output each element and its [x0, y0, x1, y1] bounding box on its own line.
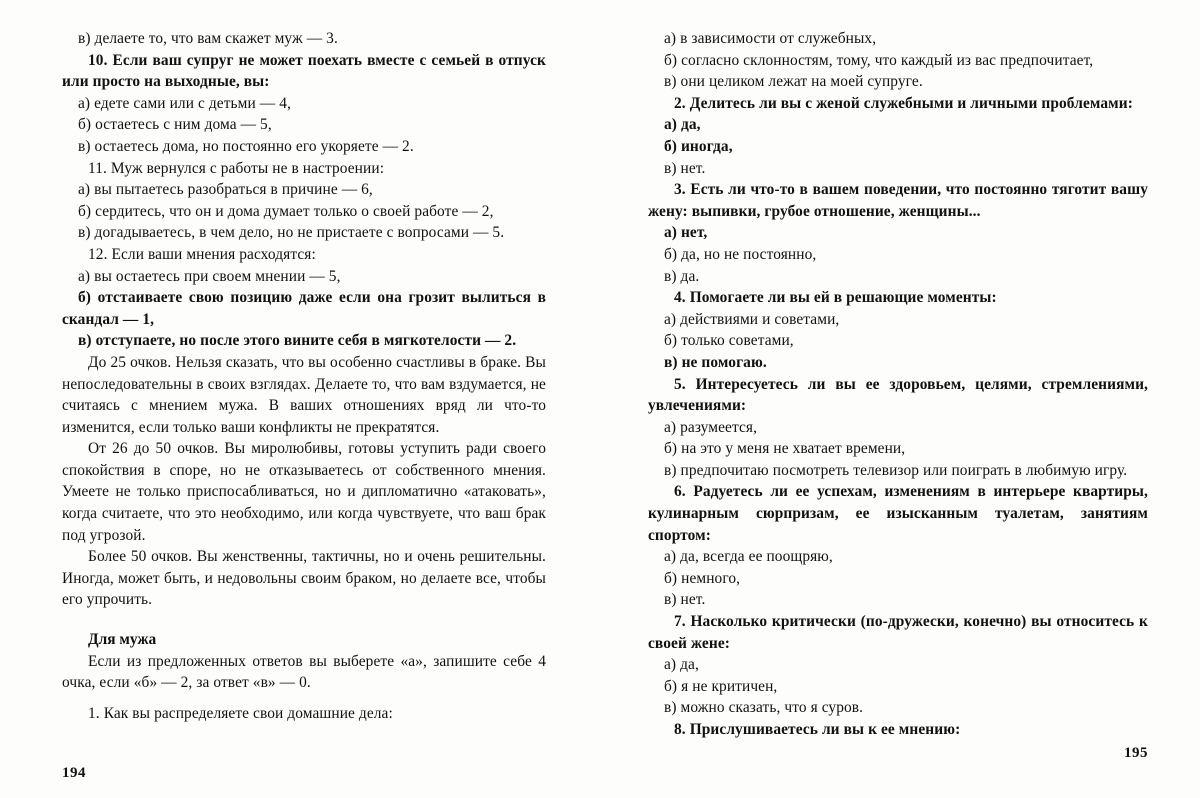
paragraph-answer: а) едете сами или с детьми — 4,	[78, 94, 291, 112]
paragraph-answer: а) да,	[664, 116, 701, 134]
paragraph-answer: б) иногда,	[664, 137, 733, 155]
paragraph-question: 8. Прислушиваетесь ли вы к ее мнению:	[674, 721, 961, 738]
paragraph-answer: б) я не критичен,	[664, 677, 778, 695]
paragraph-answer: в) они целиком лежат на моей супруге.	[664, 73, 923, 91]
paragraph-question: 10. Если ваш супруг не может поехать вместе с семьей в отпуск или просто на выходные, вы:	[62, 51, 546, 91]
paragraph-scoring: До 25 очков. Нельзя сказать, что вы особенно счастливы в браке. Вы непоследовательны в своих взглядах. Делаете то, что вам вздумается, не считаясь с мнением мужа. В ваших отношениях вряд ли что-то изменится, если только ваши конфликты не прекратятся.	[62, 353, 546, 436]
paragraph-question: 6. Радуетесь ли ее успехам, изменениям в интерьере квартиры, кулинарным сюрпризам, ее изысканным туалетам, занятиям спортом:	[648, 483, 1148, 544]
paragraph-answer: а) в зависимости от служебных,	[664, 30, 877, 47]
paragraph-answer: в) нет.	[664, 159, 706, 177]
paragraph-answer: б) отстаиваете свою позицию даже если она грозит вылиться в скандал — 1,	[62, 289, 546, 328]
page-number-left: 194	[62, 765, 86, 781]
paragraph-answer: б) немного,	[664, 569, 741, 587]
paragraph-answer: б) остаетесь с ним дома — 5,	[78, 116, 272, 134]
left-column	[0, 28, 600, 748]
paragraph-answer: в) догадываетесь, в чем дело, но не пристаете с вопросами — 5.	[78, 224, 505, 242]
paragraph-answer: б) только советами,	[664, 332, 794, 350]
paragraph-answer: а) да,	[664, 656, 699, 674]
right-column	[600, 28, 1200, 748]
paragraph-question: 1. Как вы распределяете свои домашние дела:	[88, 704, 393, 722]
section-spacer	[62, 611, 546, 629]
paragraph-question: 2. Делитесь ли вы с женой служебными и личными проблемами:	[674, 94, 1133, 112]
paragraph-answer: а) вы остаетесь при своем мнении — 5,	[78, 267, 341, 285]
paragraph-answer: в) не помогаю.	[664, 353, 767, 371]
paragraph-answer: б) на это у меня не хватает времени,	[664, 440, 906, 458]
section-spacer	[62, 694, 546, 703]
paragraph-answer: в) делаете то, что вам скажет муж — 3.	[78, 30, 338, 47]
paragraph-scoring: От 26 до 50 очков. Вы миролюбивы, готовы уступить ради своего спокойствия в споре, но не отказываетесь от собственного мнения. Умеете не только приспосабливаться, но и дипломатично «атаковать», когда считаете, что это необходимо, или когда чувствуете, что ваш брак под угрозой.	[62, 440, 546, 544]
paragraph-question: 12. Если ваши мнения расходятся:	[88, 245, 316, 263]
paragraph-answer: а) да, всегда ее поощряю,	[664, 548, 833, 566]
paragraph-answer: а) действиями и советами,	[664, 310, 840, 328]
paragraph-answer: в) можно сказать, что я суров.	[664, 699, 864, 717]
paragraph-answer: в) да.	[664, 267, 700, 285]
paragraph-answer: а) разумеется,	[664, 418, 758, 436]
paragraph-answer: а) нет,	[664, 224, 708, 242]
paragraph-answer: в) отступаете, но после этого вините себя в мягкотелости — 2.	[78, 332, 517, 350]
paragraph-answer: б) сердитесь, что он и дома думает только о своей работе — 2,	[78, 202, 494, 220]
page-number-right: 195	[1124, 745, 1148, 761]
paragraph-question: 7. Насколько критически (по-дружески, конечно) вы относитесь к своей жене:	[648, 613, 1148, 652]
paragraph-question: 3. Есть ли что-то в вашем поведении, что постоянно тяготит вашу жену: выпивки, грубое отношение, женщины...	[648, 181, 1148, 220]
paragraph-scoring: Более 50 очков. Вы женственны, тактичны, но и очень решительны. Иногда, может быть, и недовольны своим браком, но делаете все, чтобы его упрочить.	[62, 548, 546, 609]
paragraph-answer: б) согласно склонностям, тому, что каждый из вас предпочитает,	[664, 51, 1094, 69]
paragraph-answer: в) предпочитаю посмотреть телевизор или поиграть в любимую игру.	[664, 461, 1128, 479]
paragraph-question: 11. Муж вернулся с работы не в настроении:	[88, 159, 385, 177]
page-columns	[0, 28, 1200, 748]
section-intro: Если из предложенных ответов вы выберете «а», запишите себе 4 очка, если «б» — 2, за ответ «в» — 0.	[62, 652, 546, 692]
paragraph-answer: б) да, но не постоянно,	[664, 245, 817, 263]
section-heading: Для мужа	[88, 631, 157, 649]
paragraph-answer: в) остаетесь дома, но постоянно его укоряете — 2.	[78, 137, 414, 155]
paragraph-answer: в) нет.	[664, 591, 706, 609]
paragraph-question: 4. Помогаете ли вы ей в решающие моменты:	[674, 289, 997, 307]
paragraph-question: 5. Интересуетесь ли вы ее здоровьем, целями, стремлениями, увлечениями:	[648, 375, 1148, 415]
paragraph-answer: а) вы пытаетесь разобраться в причине — 6,	[78, 181, 373, 199]
